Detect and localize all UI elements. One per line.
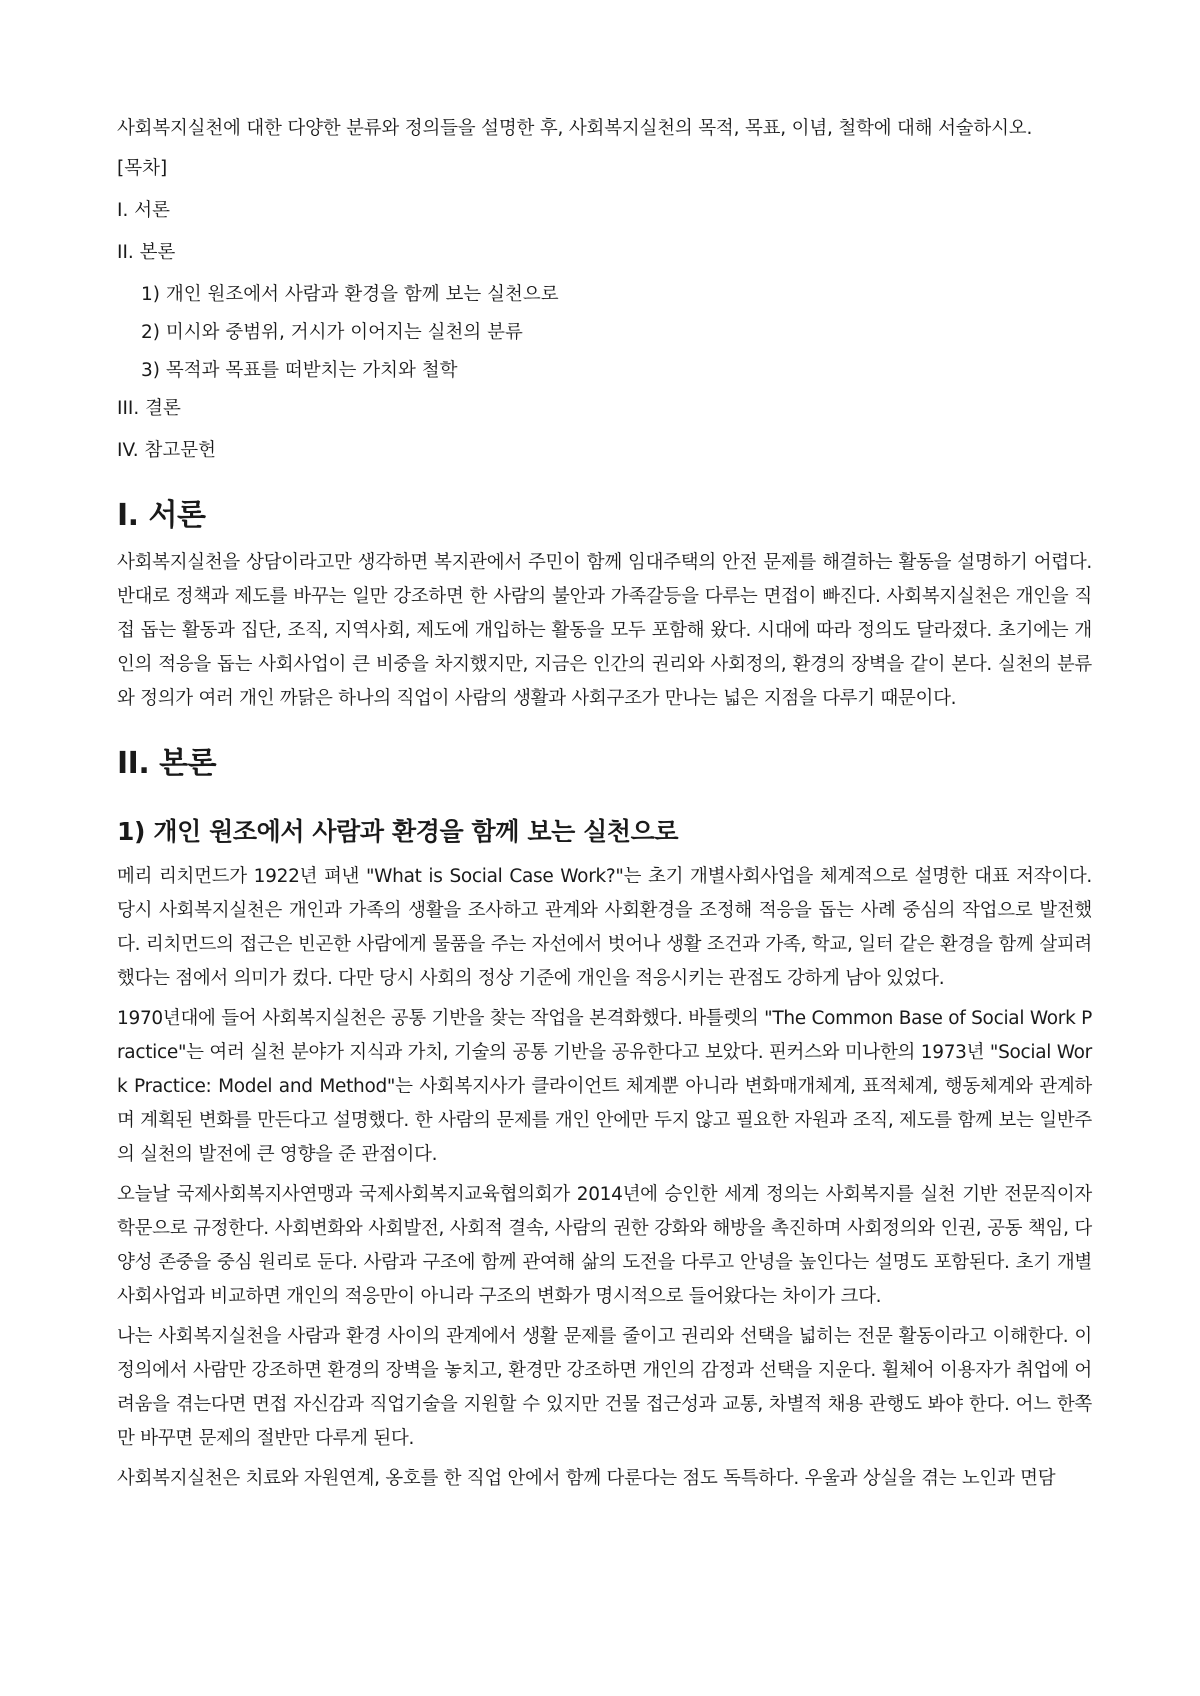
toc-item-conclusion: III. 결론 bbox=[117, 398, 181, 419]
section-title-intro: I. 서론 bbox=[117, 498, 206, 533]
body-paragraph: 나는 사회복지실천을 사람과 환경 사이의 관계에서 생활 문제를 줄이고 권리와 선택을 넓히는 전문 활동이라고 이해한다. 이 정의에서 사람만 강조하면 환경의 장벽을 놓치고, 환경만 강조하면 개인의 감정과 선택을 지운다. 휠체어 이용자가 취업에 어려움을 겪는다면 면접 자신감과 직업기술을 지원할 수 있지만 건물 접근성과 교통, 차별적 채용 관행도 봐야 한다. 어느 한쪽만 바꾸면 문제의 절반만 다루게 된다. bbox=[117, 1326, 1092, 1449]
toc-item-body-3: 3) 목적과 목표를 떠받치는 가치와 철학 bbox=[141, 360, 458, 381]
toc-item-body-1: 1) 개인 원조에서 사람과 환경을 함께 보는 실천으로 bbox=[141, 284, 559, 305]
body-paragraph: 사회복지실천은 치료와 자원연계, 옹호를 한 직업 안에서 함께 다룬다는 점도 독특하다. 우울과 상실을 겪는 노인과 면담 bbox=[117, 1468, 1056, 1489]
toc-item-references: IV. 참고문헌 bbox=[117, 440, 216, 461]
subsection-title-1: 1) 개인 원조에서 사람과 환경을 함께 보는 실천으로 bbox=[117, 817, 679, 846]
body-paragraph: 오늘날 국제사회복지사연맹과 국제사회복지교육협의회가 2014년에 승인한 세계 정의는 사회복지를 실천 기반 전문직이자 학문으로 규정한다. 사회변화와 사회발전, 사회적 결속, 사람의 권한 강화와 해방을 촉진하며 사회정의와 인권, 공동 책임, 다양성 존중을 중심 원리로 둔다. 사람과 구조에 함께 관여해 삶의 도전을 다루고 안녕을 높인다는 설명도 포함된다. 초기 개별사회사업과 비교하면 개인의 적응만이 아니라 구조의 변화가 명시적으로 들어왔다는 차이가 크다. bbox=[117, 1184, 1092, 1307]
assignment-prompt: 사회복지실천에 대한 다양한 분류와 정의들을 설명한 후, 사회복지실천의 목적, 목표, 이념, 철학에 대해 서술하시오. bbox=[117, 118, 1033, 139]
intro-paragraph: 사회복지실천을 상담이라고만 생각하면 복지관에서 주민이 함께 임대주택의 안전 문제를 해결하는 활동을 설명하기 어렵다. 반대로 정책과 제도를 바꾸는 일만 강조하면 한 사람의 불안과 가족갈등을 다루는 면접이 빠진다. 사회복지실천은 개인을 직접 돕는 활동과 집단, 조직, 지역사회, 제도에 개입하는 활동을 모두 포함해 왔다. 시대에 따라 정의도 달라졌다. 초기에는 개인의 적응을 돕는 사회사업이 큰 비중을 차지했지만, 지금은 인간의 권리와 사회정의, 환경의 장벽을 같이 본다. 실천의 분류와 정의가 여러 개인 까닭은 하나의 직업이 사람의 생활과 사회구조가 만나는 넓은 지점을 다루기 때문이다. bbox=[117, 552, 1092, 709]
table-of-contents bbox=[117, 152, 1092, 468]
toc-item-body: II. 본론 bbox=[117, 242, 176, 263]
body-paragraph: 메리 리치먼드가 1922년 펴낸 "What is Social Case Work?"는 초기 개별사회사업을 체계적으로 설명한 대표 저작이다. 당시 사회복지실천은 개인과 가족의 생활을 조사하고 관계와 사회환경을 조정해 적응을 돕는 사례 중심의 작업으로 발전했다. 리치먼드의 접근은 빈곤한 사람에게 물품을 주는 자선에서 벗어나 생활 조건과 가족, 학교, 일터 같은 환경을 함께 살피려 했다는 점에서 의미가 컸다. 다만 당시 사회의 정상 기준에 개인을 적응시키는 관점도 강하게 남아 있었다. bbox=[117, 866, 1092, 989]
toc-heading: [목차] bbox=[117, 158, 168, 179]
section-title-body: II. 본론 bbox=[117, 746, 217, 781]
toc-list bbox=[117, 194, 1092, 468]
toc-item-body-2: 2) 미시와 중범위, 거시가 이어지는 실천의 분류 bbox=[141, 322, 523, 343]
toc-item-intro: I. 서론 bbox=[117, 200, 170, 221]
body-paragraph: 1970년대에 들어 사회복지실천은 공통 기반을 찾는 작업을 본격화했다. 바틀렛의 "The Common Base of Social Work Practice"는 여러 실천 분야가 지식과 가치, 기술의 공통 기반을 공유한다고 보았다. 핀커스와 미나한의 1973년 "Social Work Practice: Model and Method"는 사회복지사가 클라이언트 체계뿐 아니라 변화매개체계, 표적체계, 행동체계와 관계하며 계획된 변화를 만든다고 설명했다. 한 사람의 문제를 개인 안에만 두지 않고 필요한 자원과 조직, 제도를 함께 보는 일반주의 실천의 발전에 큰 영향을 준 관점이다. bbox=[117, 1008, 1092, 1165]
